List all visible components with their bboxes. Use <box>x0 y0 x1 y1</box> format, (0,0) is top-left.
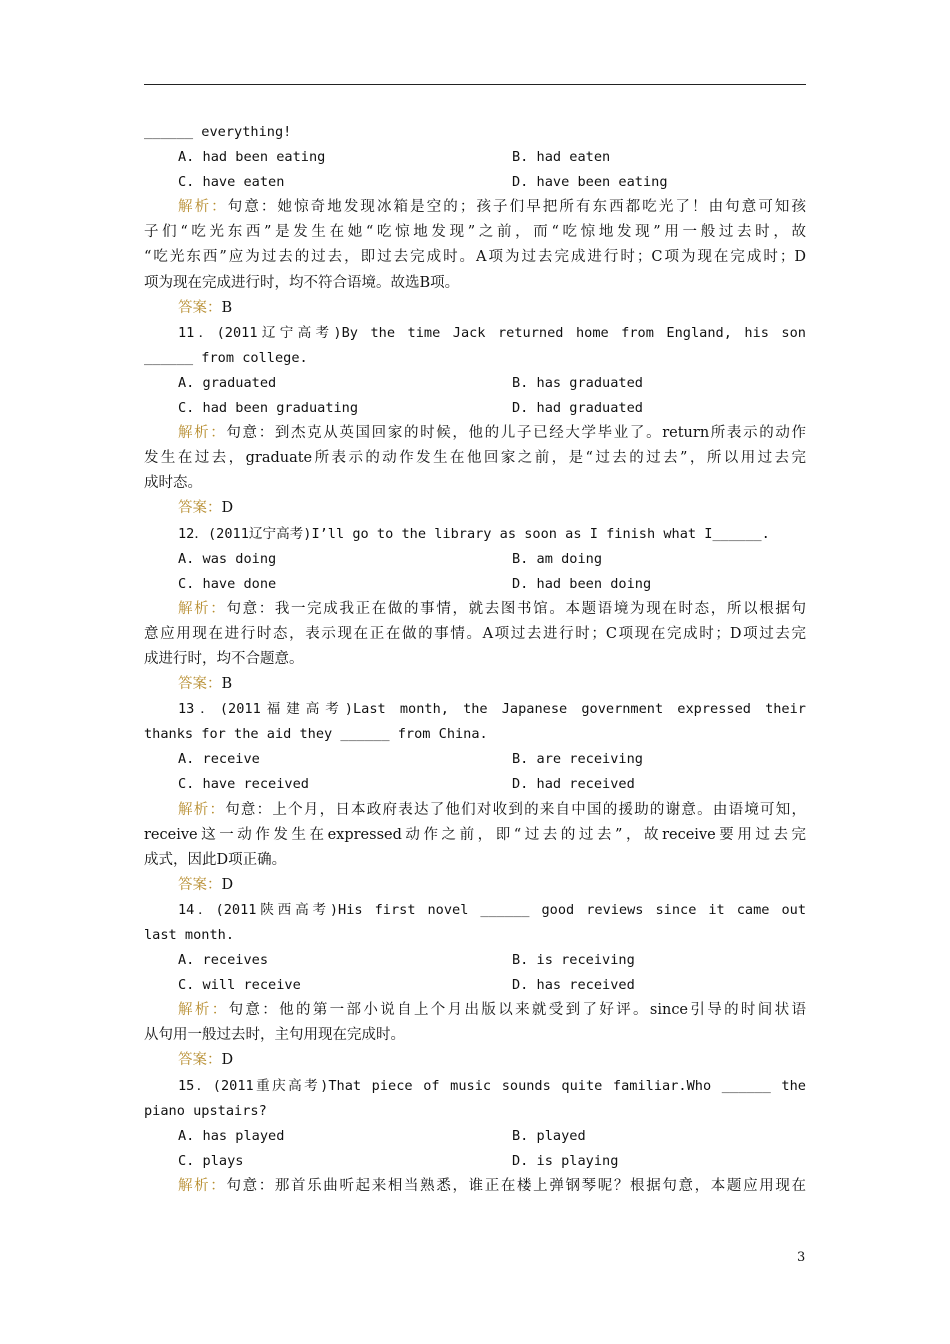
q15-stem-line-1: 15．(2011重庆高考)That piece of music sounds quite familiar.Who ______ the <box>178 1077 806 1094</box>
q10-analysis-line-4: 项为现在完成进行时，均不符合语境。故选B项。 <box>144 274 460 291</box>
q15-options-row-1 <box>144 1124 806 1149</box>
q10-analysis-line-2: 子们“吃光东西”是发生在她“吃惊地发现”之前，而“吃惊地发现”用一般过去时，故 <box>144 224 806 241</box>
q12-option-d: D. had been doing <box>512 575 652 592</box>
answer-label: 答案： <box>178 299 222 316</box>
analysis-label: 解析： <box>178 1177 227 1194</box>
q12-option-c: C. have done <box>178 575 277 592</box>
q10-option-c: C. have eaten <box>178 174 285 191</box>
answer-label: 答案： <box>178 676 222 693</box>
q11-option-b: B. has graduated <box>512 374 643 391</box>
q12-options-row-2 <box>144 572 806 597</box>
q14-options-row-2 <box>144 973 806 998</box>
q15-option-b: B. played <box>512 1127 586 1144</box>
q10-analysis-line-3: “吃光东西”应为过去的过去，即过去完成时。A项为过去完成进行时；C项为现在完成时；D <box>144 249 806 266</box>
q10-analysis-line-1: 解析：句意：她惊奇地发现冰箱是空的；孩子们早把所有东西都吃光了！由句意可知孩 <box>178 199 806 216</box>
q10-options-row-1 <box>144 145 806 170</box>
q14-stem-line-1: 14．(2011陕西高考)His first novel ______ good reviews since it came out <box>178 901 806 918</box>
q14-option-b: B. is receiving <box>512 952 635 969</box>
q10-answer: 答案：B <box>178 299 233 316</box>
q13-analysis-line-3: 成式，因此D项正确。 <box>144 851 287 868</box>
q15-stem-line-2: piano upstairs? <box>144 1102 267 1119</box>
q12-analysis-line-1: 解析：句意：我一完成我正在做的事情，就去图书馆。本题语境为现在时态，所以根据句 <box>178 600 806 617</box>
analysis-label: 解析： <box>178 600 227 617</box>
q12-options-row-1 <box>144 547 806 572</box>
q10-option-d: D. have been eating <box>512 174 668 191</box>
analysis-label: 解析： <box>178 199 228 216</box>
q11-options-row-2 <box>144 396 806 421</box>
q13-stem-line-2: thanks for the aid they ______ from China. <box>144 726 488 743</box>
q13-stem-line-1: 13．(2011福建高考)Last month, the Japanese government expressed their <box>178 701 806 718</box>
page-number: 3 <box>797 1250 806 1265</box>
q12-analysis-line-2: 意应用现在进行时态，表示现在正在做的事情。A项过去进行时；C项现在完成时；D项过去完 <box>144 625 806 642</box>
q13-option-d: D. had received <box>512 776 635 793</box>
answer-label: 答案： <box>178 876 222 893</box>
q11-options-row-1 <box>144 371 806 396</box>
analysis-label: 解析： <box>178 1002 229 1019</box>
q10-option-b: B. had eaten <box>512 149 611 166</box>
q14-option-d: D. has received <box>512 977 635 994</box>
q12-answer: 答案：B <box>178 676 233 693</box>
q13-option-b: B. are receiving <box>512 751 643 768</box>
q10-options-row-2 <box>144 170 806 195</box>
q14-options-row-1 <box>144 948 806 973</box>
q15-option-c: C. plays <box>178 1152 244 1169</box>
q12-analysis-line-3: 成进行时，均不合题意。 <box>144 650 304 667</box>
document-body <box>144 120 806 1199</box>
q10-stem: ______ everything! <box>144 124 292 140</box>
q13-analysis-line-2: receive这一动作发生在expressed动作之前，即“过去的过去”，故receive要用过去完 <box>144 826 806 843</box>
analysis-label: 解析： <box>178 425 227 442</box>
q14-analysis-line-1: 解析：句意：他的第一部小说自上个月出版以来就受到了好评。since引导的时间状语 <box>178 1002 806 1019</box>
q13-option-a: A. receive <box>178 751 260 768</box>
q11-option-a: A. graduated <box>178 374 277 391</box>
q13-analysis-line-1: 解析：句意：上个月，日本政府表达了他们对收到的来自中国的援助的谢意。由语境可知， <box>178 801 806 818</box>
q11-answer: 答案：D <box>178 500 234 517</box>
q11-analysis-line-2: 发生在过去，graduate所表示的动作发生在他回家之前，是“过去的过去”，所以用过去完 <box>144 450 806 467</box>
q14-answer: 答案：D <box>178 1052 234 1069</box>
header-rule <box>144 84 806 85</box>
q14-analysis-line-2: 从句用一般过去时，主句用现在完成时。 <box>144 1027 405 1044</box>
q13-options-row-1 <box>144 747 806 772</box>
answer-label: 答案： <box>178 500 222 517</box>
q15-option-d: D. is playing <box>512 1152 619 1169</box>
q14-option-c: C. will receive <box>178 977 301 994</box>
q12-option-b: B. am doing <box>512 550 603 567</box>
q11-stem-line-2: ______ from college. <box>144 349 308 366</box>
q11-analysis-line-1: 解析：句意：到杰克从英国回家的时候，他的儿子已经大学毕业了。return所表示的动作 <box>178 425 806 442</box>
q11-option-d: D. had graduated <box>512 400 643 417</box>
q13-options-row-2 <box>144 772 806 797</box>
q15-option-a: A. has played <box>178 1127 285 1144</box>
q15-options-row-2 <box>144 1149 806 1174</box>
q13-answer: 答案：D <box>178 876 234 893</box>
q12-stem-line-1: 12．(2011辽宁高考)I’ll go to the library as soon as I finish what I______. <box>178 525 770 542</box>
q14-stem-line-2: last month. <box>144 927 235 943</box>
q12-option-a: A. was doing <box>178 550 277 567</box>
q15-analysis-line-1: 解析：句意：那首乐曲听起来相当熟悉，谁正在楼上弹钢琴呢？根据句意，本题应用现在 <box>178 1177 806 1194</box>
q14-option-a: A. receives <box>178 952 269 969</box>
q10-option-a: A. had been eating <box>178 149 326 166</box>
q11-stem-line-1: 11．(2011辽宁高考)By the time Jack returned home from England, his son <box>178 324 806 341</box>
q13-option-c: C. have received <box>178 776 309 793</box>
q11-option-c: C. had been graduating <box>178 400 359 417</box>
q11-analysis-line-3: 成时态。 <box>144 475 202 492</box>
analysis-label: 解析： <box>178 801 226 818</box>
answer-label: 答案： <box>178 1052 222 1069</box>
